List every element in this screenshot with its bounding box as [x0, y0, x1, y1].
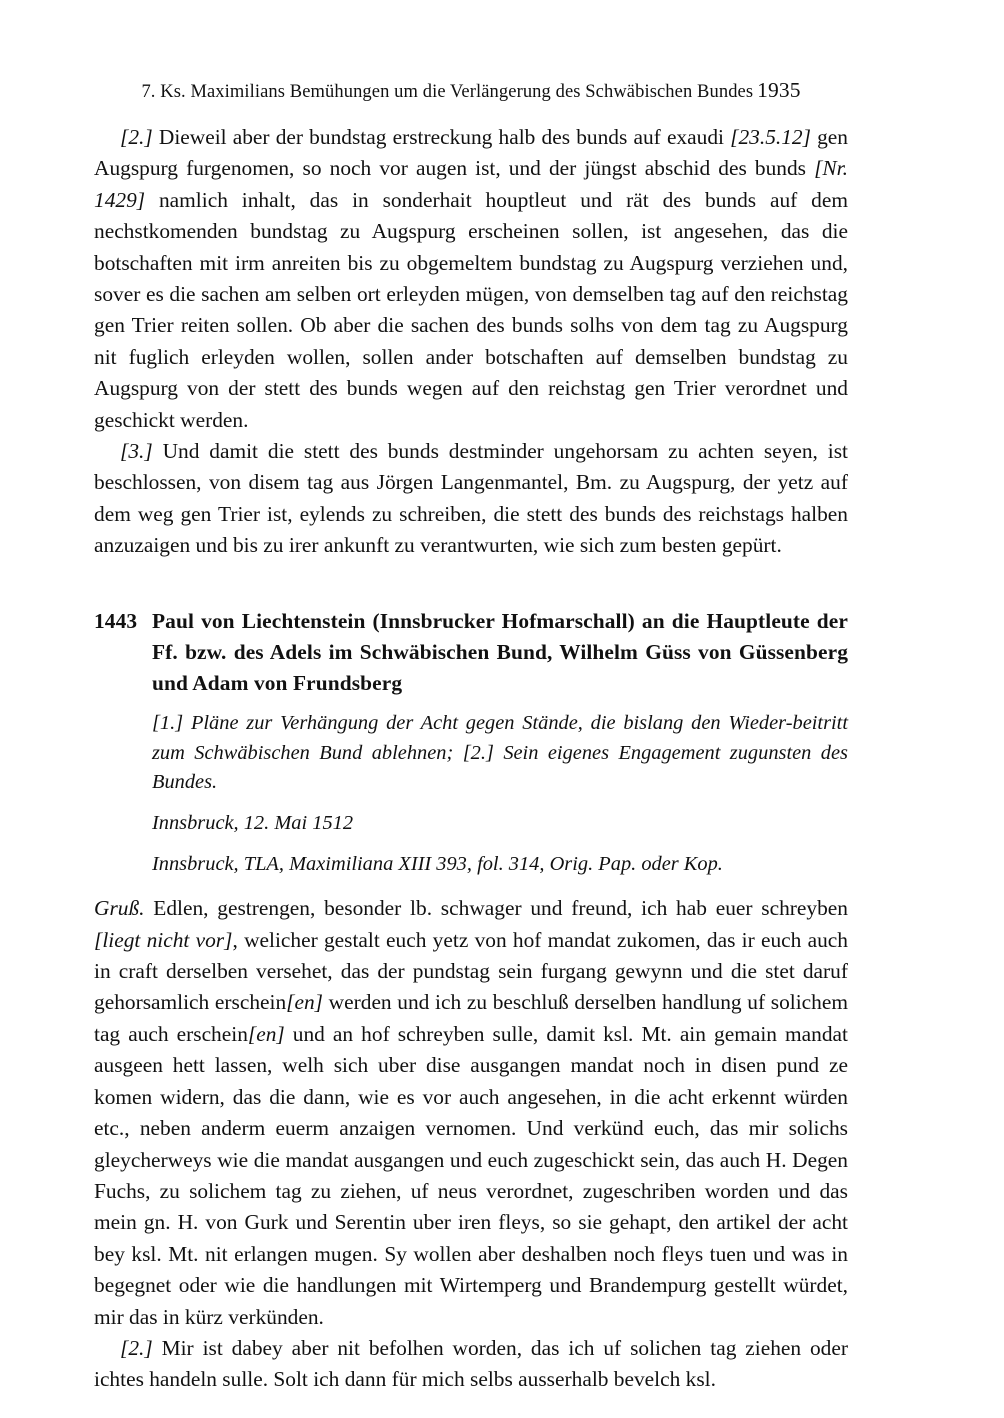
text-column: [94, 122, 848, 1396]
running-header: [94, 78, 848, 104]
body-text-b: , welicher gestalt euch yetz von hof mandat zukomen, das ir euch auch in craft derselben versehet, das der pundstag sein furgang gewynn und die stet daruf gehorsamlich erschein: [94, 927, 848, 1015]
paragraph-3: [94, 436, 848, 562]
body-text-c: werden und ich zu beschluß derselben handlung uf solichem tag auch erschein: [94, 990, 848, 1046]
document-entry-1443: [94, 606, 848, 1396]
paragraph-2-text-a: Dieweil aber der bundstag erstreckung halb des bunds auf exaudi: [152, 125, 731, 149]
document-body: [94, 893, 848, 1396]
running-header-title: 7. Ks. Maximilians Bemühungen um die Verlängerung des Schwäbischen Bundes: [141, 82, 754, 102]
body-paragraph-marker-2: [2.]: [120, 1335, 153, 1360]
paragraph-marker-3: [3.]: [120, 439, 153, 464]
document-regest: [1.] Pläne zur Verhängung der Acht gegen Stände, die bislang den Wieder-beitritt zum Schwäbischen Bund ablehnen; [2.] Sein eigenes Engagement zugunsten des Bundes.: [152, 712, 848, 794]
place-and-date: Innsbruck, 12. Mai 1512: [152, 812, 354, 835]
body-text-a: Edlen, gestrengen, besonder lb. schwager und freund, ich hab euer schreyben: [144, 896, 848, 921]
page-number: 1935: [757, 78, 801, 102]
document-number: 1443: [94, 608, 138, 633]
document-heading-text: Paul von Liechtenstein (Innsbrucker Hofmarschall) an die Hauptleute der Ff. bzw. des Adels im Schwäbischen Bund, Wilhelm Güss von Güssenberg und Adam von Frundsberg: [152, 608, 848, 696]
editorial-insertion-en-2: [en]: [247, 1021, 285, 1046]
cross-reference-nr-1429: [Nr. 1429]: [94, 156, 848, 212]
body-text-d: und an hof schreyben sulle, damit ksl. Mt. ain gemain mandat ausgeen hett lassen, welh sich uber dise ausgangen mandat noch in disen pund ze komen widern, das die dann, wie es vor auch angesehen, in die acht erkennt würden etc., neben anderm euerm anzaigen vernomen. Und verkünd euch, das mir solichs gleycherweys wie die mandat ausgangen und euch zugeschickt sein, das auch H. Degen Fuchs, zu solichem tag zu ziehen, uf neus verordnet, zugeschriben worden und das mein gn. H. von Gurk und Serentin uber iren fleys, so sie gehapt, den artikel der acht bey ksl. Mt. nit erlangen mugen. Sy wollen aber deshalben noch fleys tuen und was in begegnet oder wie die handlungen mit Wirtemperg und Brandempurg gestellt würdet, mir das in kürz verkünden.: [94, 1021, 848, 1329]
paragraph-3-text: Und damit die stett des bunds destminder ungehorsam zu achten seyen, ist beschlossen, von disem tag aus Jörgen Langenmantel, Bm. zu Augspurg, der yetz auf dem weg gen Trier ist, eylends zu schreiben, die stett des bunds des reichstags halben anzuzaigen und bis zu irer ankunft zu verantwurten, wie sich zum besten gepürt.: [94, 439, 848, 558]
paragraph-2: [94, 122, 848, 436]
paragraph-2-text-b: gen Augspurg furgenomen, so noch vor augen ist, und der jüngst abschid des bunds: [94, 125, 849, 181]
document-body-paragraph-2: [94, 1333, 848, 1396]
document-heading: [94, 606, 848, 700]
editorial-note-liegt-nicht-vor: [liegt nicht vor]: [94, 927, 233, 952]
date-reference-23-5-12: [23.5.12]: [730, 125, 811, 149]
archival-reference: Innsbruck, TLA, Maximiliana XIII 393, fol. 314, Orig. Pap. oder Kop.: [152, 852, 723, 875]
body-paragraph-2-text: Mir ist dabey aber nit befolhen worden, das ich uf solichen tag ziehen oder ichtes handeln sulle. Solt ich dann für mich selbs ausserhalb bevelch ksl.: [94, 1335, 848, 1392]
editorial-insertion-en-1: [en]: [286, 990, 324, 1015]
paragraph-marker-2: [2.]: [120, 125, 153, 149]
salutation: Gruß.: [94, 896, 145, 921]
document-body-paragraph-1: [94, 893, 848, 1333]
paragraph-2-text-c: namlich inhalt, das in sonderhait houptleut und rät des bunds auf dem nechstkomenden bundstag zu Augspurg erscheinen sollen, ist angesehen, das die botschaften mit irm anreiten bis zu obgemeltem bundstag zu Augspurg verziehen und, sover es die sachen am selben ort erleyden mügen, von demselben tag auf den reichstag gen Trier reiten sollen. Ob aber die sachen des bunds solhs von dem tag zu Augspurg nit fuglich erleyden wollen, sollen ander botschaften auf demselben bundstag zu Augspurg von der stett des bunds wegen auf den reichstag gen Trier verordnet und geschickt werden.: [94, 187, 848, 432]
